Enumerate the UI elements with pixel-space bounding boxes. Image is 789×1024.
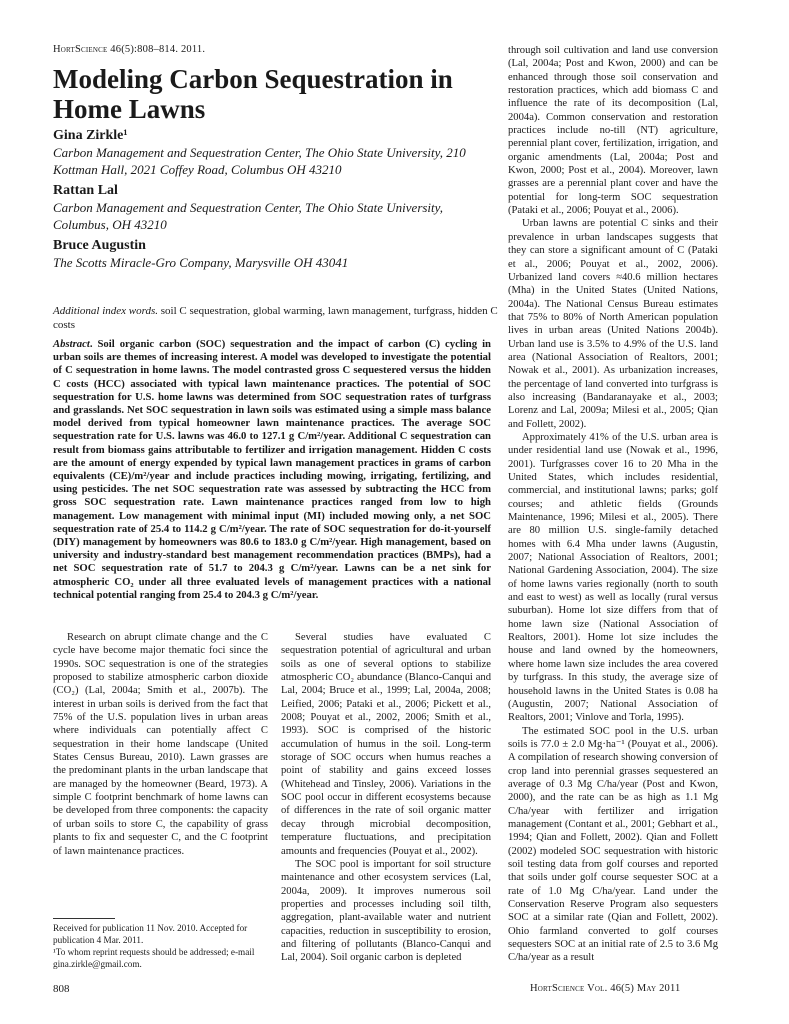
page-number: 808	[53, 983, 70, 995]
paragraph: The estimated SOC pool in the U.S. urban soils is 77.0 ± 2.0 Mg·ha⁻¹ (Pouyat et al., 2006). A compilation of research showing conversion of crop land into perennial grasses sequestered an average of 0.3 Mg C/ha/year (Post and Kwon, 2000), and the rate can be as high as 1.1 Mg C/ha/year with fertilizer and irrigation management (Contant et al., 2001; Gebhart et al., 1994; Qian and Follett, 2002). Qian and Follett (2002) modeled SOC sequestration with historic soil testing data from golf courses and reported that soils under golf course sequester SOC at a rate of 1.0 Mg C/ha/year. Land under the Conservation Reserve Program also sequesters SOC at a similar rate (Qian and Follett, 2002). Ohio farmland converted to golf courses sequesters SOC at an initial rate of 2.5 to 3.6 Mg C/ha/year as a result	[508, 725, 718, 964]
author-affiliation-1: Carbon Management and Sequestration Center, The Ohio State University, 210 Kottman Hall, 2021 Coffey Road, Columbus OH 43210	[53, 145, 466, 177]
abstract-text: . Soil organic carbon (SOC) sequestration and the impact of carbon (C) cycling in urban soils are themes of increasing interest. A model was developed to investigate the potential of C sequestration in home lawns. The model contrasted gross C sequestered versus the hidden C costs (HCC) associated with typical lawn maintenance practices. The potential of SOC sequestration for U.S. home lawns was determined from SOC sequestration rates of turfgrass and grasslands. Net SOC sequestration in lawn soils was estimated using a simple mass balance model derived from typical homeowner lawn maintenance practices. The average SOC sequestration rate for U.S. lawns was 46.0 to 127.1 g C/m²/year. Additional C sequestration can result from biomass gains attributable to fertilizer and irrigation management. Hidden C costs are the amount of energy expended by typical lawn management practices in grams of carbon equivalents (CE)/m²/year and include practices including mowing, irrigating, fertilizing, and using pesticides. The net SOC sequestration rate was assessed by subtracting the HCC from gross SOC sequestration rate. Lawn maintenance practices ranged from low to high management. Low management with minimal input (MI) included mowing only, a net SOC sequestration rate of 25.4 to 114.2 g C/m²/year. The rate of SOC sequestration for do-it-yourself (DIY) management by homeowners was 80.6 to 183.0 g C/m²/year. High management, based on university and industry-standard best management recommendation practices (BMPs), had a net SOC sequestration rate of 51.7 to 204.3 g C/m²/year. Lawns can be a net sink for atmospheric CO₂ under all three evaluated levels of management practices with a national technical potential ranging from 25.4 to 204.3 g C/m²/year.	[53, 338, 491, 601]
journal-citation: HortScience 46(5):808–814. 2011.	[53, 44, 206, 55]
paragraph: Approximately 41% of the U.S. urban area is under residential land use (Nowak et al., 1996, 2001). Turfgrasses cover 16 to 20 Mha in the United States, which includes residential, commercial, and institutional lawns; parks; golf courses; and athletic fields (Grounds Maintenance, 1996; Milesi et al., 2005). There are 80 million U.S. single-family detached homes with 6.4 Mha under lawns (Augustin, 2007; National Association of Realtors, 2001; National Gardening Association, 2004). The size of home lawns varies regionally (north to south and east to west) as well as locally (rural versus suburban). Home lot size differs from that of home lawn size (National Association of Realtors, 2001). Home lot size includes the house and land owned by the homeowners, where home lawn size includes the area covered by turfgrass. In this study, the average size of household lawns in the United States is 0.08 ha (Augustin, 2007; National Association of Realtors, 2001; Vinlove and Torla, 1995).	[508, 431, 718, 724]
abstract	[53, 338, 491, 602]
body-column-2	[281, 631, 491, 965]
author-affiliation-2: Carbon Management and Sequestration Center, The Ohio State University, Columbus, OH 43210	[53, 200, 443, 232]
index-words-text: soil C sequestration, global warming, lawn management, turfgrass, hidden C costs	[53, 305, 498, 331]
author-name-1: Gina Zirkle¹	[53, 128, 128, 143]
footnote-received: Received for publication 11 Nov. 2010. Accepted for publication 4 Mar. 2011.	[53, 923, 248, 945]
footnote-divider	[53, 918, 115, 919]
body-column-1	[53, 631, 268, 858]
article-title: Modeling Carbon Sequestration in Home Lawns	[53, 64, 453, 124]
paragraph: Urban lawns are potential C sinks and their prevalence in urban landscapes suggests that they can store a significant amount of C (Pataki et al., 2006; Pouyat et al., 2002, 2006). Urbanized land covers ≈40.6 million hectares (Mha) in the United States (United Nations, 2004a). The National Census Bureau estimates that 75% to 80% of North American population lives in urban areas (United Nations 2004b). Urban land use is 3.5% to 4.9% of the U.S. land area (National Association of Realtors, 2001; Nowak et al., 2001). As urbanization increases, the percentage of land converted into turfgrass is also increasing (Bandaranayake et al., 2003; Lorenz and Lal, 2009a; Milesi et al., 2005; Qian and Follett, 2002).	[508, 218, 718, 430]
paragraph: The SOC pool is important for soil structure maintenance and other ecosystem services (Lal, 2004a, 2009). It improves numerous soil properties and processes including soil tilth, aggregation, plant-available water and nutrient capacities, reduction in susceptibility to erosion, and filtering of pollutants (Blanco-Canqui and Lal, 2004). Soil organic carbon is depleted	[281, 858, 491, 964]
index-words-label: Additional index words.	[53, 305, 159, 317]
paragraph: Research on abrupt climate change and the C cycle have become major thematic foci since the 1990s. SOC sequestration is one of the strategies proposed to stabilize atmospheric carbon dioxide (CO₂) (Lal, 2004a; Smith et al., 2007b). The interest in urban soils is derived from the fact that 75% of the U.S. population lives in urban areas where individuals can potentially affect C sequestration in their home landscape (United States Census Bureau, 2010). Lawn grasses are the predominant plants in the urban landscape that are managed by the homeowner (Beard, 1973). A simple C footprint benchmark of home lawns can be developed from three components: the capacity of urban soils to store C, the capability of grass plants to fix and sequester C, and the C footprint of lawn maintenance practices.	[53, 632, 268, 857]
paragraph: through soil cultivation and land use conversion (Lal, 2004a; Post and Kwon, 2000) and can be enhanced through those soil conservation and restoration practices, which add biomass C and influence the rate of its decomposition (Lal, 2004a). Common conservation and restoration practices include no-till (NT) agriculture, perennial plant cover, fertilization, irrigation, and organic amendments (Lal, 2004a; Post and Kwon, 2000; Post et al., 2004). Moreover, lawn grasses are a perennial plant cover and have the potential for long-term SOC sequestration (Pataki et al., 2006; Pouyat et al., 2006).	[508, 45, 718, 217]
body-column-3	[508, 44, 718, 965]
running-footer: HortScience Vol. 46(5) May 2011	[530, 983, 681, 994]
index-words	[53, 305, 498, 332]
author-affiliation-3: The Scotts Miracle-Gro Company, Marysville OH 43041	[53, 255, 349, 270]
abstract-label: Abstract	[53, 338, 90, 350]
paragraph: Several studies have evaluated C sequestration potential of agricultural and urban soils as one of several options to stabilize atmospheric CO₂ abundance (Blanco-Canqui and Lal, 2004; Bruce et al., 1999; Lal, 2004a, 2008; Leified, 2006; Pataki et al., 2006; Pickett et al., 2008; Pouyat et al., 2002, 2006; Smith et al., 1993). SOC is comprised of the historic accumulation of humus in the soil. Long-term storage of SOC occurs when humus reaches a point of stability and gains exceed losses (Whitehead and Tinsley, 2006). Variations in the SOC pool occur in different ecosystems because of differences in the rate of soil organic matter decay through microbial decomposition, temperature fluctuations, and precipitation amounts and frequencies (Pouyat et al., 2002).	[281, 632, 491, 857]
author-name-3: Bruce Augustin	[53, 238, 146, 253]
author-name-2: Rattan Lal	[53, 183, 118, 198]
footnotes	[53, 922, 268, 970]
footnote-correspondence: ¹To whom reprint requests should be addressed; e-mail gina.zirkle@gmail.com.	[53, 947, 255, 969]
